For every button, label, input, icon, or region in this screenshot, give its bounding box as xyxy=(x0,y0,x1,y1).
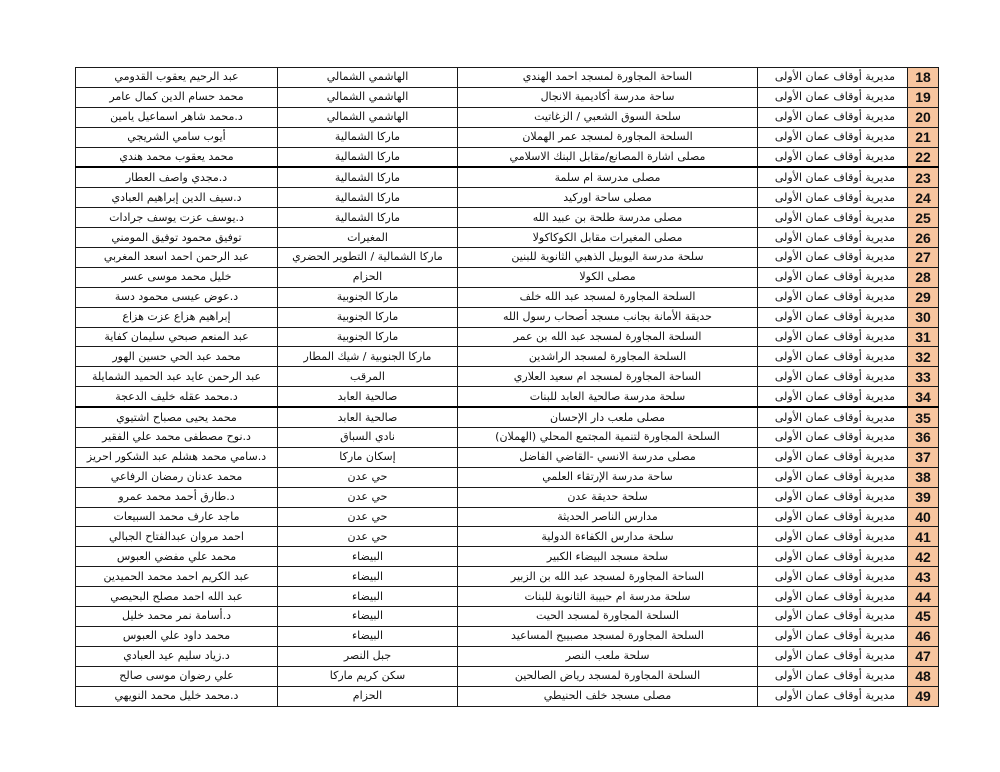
area-cell: ماركا الجنوبية xyxy=(278,287,458,307)
table-row xyxy=(76,646,939,666)
prayer-site-cell: السلحة المجاورة لمسجد الحيت xyxy=(458,607,758,627)
imam-name-cell: د.محمد شاهر اسماعيل يامين xyxy=(76,107,278,127)
row-number-cell: 21 xyxy=(908,127,939,147)
row-number-cell: 22 xyxy=(908,147,939,167)
table-body xyxy=(76,68,939,707)
imam-name-cell: د.زياد سليم عيد العبادي xyxy=(76,646,278,666)
prayer-site-cell: مصلى مدرسة الانسي -القاضي الفاضل xyxy=(458,447,758,467)
row-number-cell: 31 xyxy=(908,327,939,347)
area-cell: صالحية العابد xyxy=(278,387,458,407)
imam-name-cell: د.سامي محمد هشلم عبد الشكور احريز xyxy=(76,447,278,467)
row-number-cell: 41 xyxy=(908,527,939,547)
imam-name-cell: د.سيف الدين إبراهيم العبادي xyxy=(76,188,278,208)
imam-name-cell: د.نوح مصطفى محمد علي الفقير xyxy=(76,428,278,448)
area-cell: ماركا الشمالية xyxy=(278,147,458,167)
table-row xyxy=(76,87,939,107)
table-row xyxy=(76,267,939,287)
directorate-cell: مديرية أوقاف عمان الأولى xyxy=(758,107,908,127)
table-row xyxy=(76,387,939,407)
area-cell: المرقب xyxy=(278,367,458,387)
imam-name-cell: محمد يعقوب محمد هندي xyxy=(76,147,278,167)
area-cell: البيضاء xyxy=(278,587,458,607)
area-cell: حي عدن xyxy=(278,507,458,527)
table-row xyxy=(76,407,939,427)
imam-name-cell: إبراهيم هزاع عزت هزاع xyxy=(76,307,278,327)
area-cell: البيضاء xyxy=(278,567,458,587)
row-number-cell: 33 xyxy=(908,367,939,387)
table-row xyxy=(76,587,939,607)
area-cell: حي عدن xyxy=(278,467,458,487)
prayer-site-cell: السلحة المجاورة لمسجد رياض الصالحين xyxy=(458,666,758,686)
row-number-cell: 36 xyxy=(908,428,939,448)
row-number-cell: 28 xyxy=(908,267,939,287)
row-number-cell: 23 xyxy=(908,167,939,187)
directorate-cell: مديرية أوقاف عمان الأولى xyxy=(758,487,908,507)
imam-name-cell: توفيق محمود توفيق المومني xyxy=(76,228,278,248)
area-cell: نادي السباق xyxy=(278,428,458,448)
imam-name-cell: د.محمد خليل محمد النويهي xyxy=(76,686,278,706)
directorate-cell: مديرية أوقاف عمان الأولى xyxy=(758,327,908,347)
directorate-cell: مديرية أوقاف عمان الأولى xyxy=(758,407,908,427)
table-row xyxy=(76,607,939,627)
prayer-site-cell: الساحة المجاورة لمسجد ام سعيد العلاري xyxy=(458,367,758,387)
prayer-site-cell: السلحة المجاورة لمسجد عبد الله خلف xyxy=(458,287,758,307)
imam-name-cell: أيوب سامي الشريجي xyxy=(76,127,278,147)
imam-name-cell: محمد عدنان رمضان الرفاعي xyxy=(76,467,278,487)
table-row xyxy=(76,507,939,527)
table-row xyxy=(76,527,939,547)
prayer-site-cell: السلحة المجاورة لمسجد عمر الهملان xyxy=(458,127,758,147)
table-row xyxy=(76,487,939,507)
area-cell: البيضاء xyxy=(278,626,458,646)
row-number-cell: 47 xyxy=(908,646,939,666)
row-number-cell: 35 xyxy=(908,407,939,427)
area-cell: ماركا الشمالية xyxy=(278,188,458,208)
imam-name-cell: د.مجدي واصف العطار xyxy=(76,167,278,187)
table-row xyxy=(76,626,939,646)
table-row xyxy=(76,248,939,268)
prayer-sites-table xyxy=(75,67,939,707)
prayer-site-cell: مصلى مدرسة ام سلمة xyxy=(458,167,758,187)
area-cell: المغيرات xyxy=(278,228,458,248)
area-cell: الهاشمي الشمالي xyxy=(278,107,458,127)
row-number-cell: 26 xyxy=(908,228,939,248)
imam-name-cell: محمد يحيى مصباح اشتيوي xyxy=(76,407,278,427)
imam-name-cell: خليل محمد موسى عسر xyxy=(76,267,278,287)
directorate-cell: مديرية أوقاف عمان الأولى xyxy=(758,248,908,268)
directorate-cell: مديرية أوقاف عمان الأولى xyxy=(758,367,908,387)
table-row xyxy=(76,307,939,327)
row-number-cell: 48 xyxy=(908,666,939,686)
table-row xyxy=(76,686,939,706)
directorate-cell: مديرية أوقاف عمان الأولى xyxy=(758,567,908,587)
directorate-cell: مديرية أوقاف عمان الأولى xyxy=(758,507,908,527)
prayer-site-cell: السلحة المجاورة لمسجد عبد الله بن عمر xyxy=(458,327,758,347)
prayer-site-cell: ساحة مدرسة الإرتقاء العلمي xyxy=(458,467,758,487)
directorate-cell: مديرية أوقاف عمان الأولى xyxy=(758,686,908,706)
imam-name-cell: عبد الرحيم يعقوب القدومي xyxy=(76,68,278,88)
area-cell: ماركا الجنوبية xyxy=(278,307,458,327)
directorate-cell: مديرية أوقاف عمان الأولى xyxy=(758,127,908,147)
prayer-site-cell: سلحة السوق الشعبي / الزغاتيت xyxy=(458,107,758,127)
table-row xyxy=(76,147,939,167)
imam-name-cell: د.محمد عقله خليف الدعجة xyxy=(76,387,278,407)
area-cell: ماركا الشمالية xyxy=(278,208,458,228)
area-cell: ماركا الجنوبية / شيك المطار xyxy=(278,347,458,367)
imam-name-cell: د.عوض عيسى محمود دسة xyxy=(76,287,278,307)
table-row xyxy=(76,188,939,208)
directorate-cell: مديرية أوقاف عمان الأولى xyxy=(758,188,908,208)
prayer-site-cell: مصلى مدرسة طلحة بن عبيد الله xyxy=(458,208,758,228)
row-number-cell: 44 xyxy=(908,587,939,607)
table-row xyxy=(76,327,939,347)
area-cell: جبل النصر xyxy=(278,646,458,666)
directorate-cell: مديرية أوقاف عمان الأولى xyxy=(758,387,908,407)
area-cell: سكن كريم ماركا xyxy=(278,666,458,686)
imam-name-cell: عبد الكريم احمد محمد الحميدين xyxy=(76,567,278,587)
directorate-cell: مديرية أوقاف عمان الأولى xyxy=(758,228,908,248)
imam-name-cell: علي رضوان موسى صالح xyxy=(76,666,278,686)
row-number-cell: 43 xyxy=(908,567,939,587)
imam-name-cell: ماجد عارف محمد السبيعات xyxy=(76,507,278,527)
row-number-cell: 39 xyxy=(908,487,939,507)
table-row xyxy=(76,347,939,367)
row-number-cell: 45 xyxy=(908,607,939,627)
table-row xyxy=(76,666,939,686)
table-row xyxy=(76,68,939,88)
prayer-site-cell: مصلى اشارة المصانع/مقابل البنك الاسلامي xyxy=(458,147,758,167)
area-cell: ماركا الشمالية / التطوير الحضري xyxy=(278,248,458,268)
directorate-cell: مديرية أوقاف عمان الأولى xyxy=(758,666,908,686)
prayer-site-cell: حديقة الأمانة بجانب مسجد أصحاب رسول الله xyxy=(458,307,758,327)
area-cell: ماركا الشمالية xyxy=(278,167,458,187)
directorate-cell: مديرية أوقاف عمان الأولى xyxy=(758,287,908,307)
table-row xyxy=(76,167,939,187)
directorate-cell: مديرية أوقاف عمان الأولى xyxy=(758,208,908,228)
imam-name-cell: عبد الله احمد مصلح البحيصي xyxy=(76,587,278,607)
row-number-cell: 29 xyxy=(908,287,939,307)
row-number-cell: 25 xyxy=(908,208,939,228)
prayer-site-cell: الساحة المجاورة لمسجد احمد الهندي xyxy=(458,68,758,88)
table-row xyxy=(76,547,939,567)
row-number-cell: 49 xyxy=(908,686,939,706)
prayer-site-cell: مدارس الناصر الحديثة xyxy=(458,507,758,527)
prayer-site-cell: الساحة المجاورة لمسجد عبد الله بن الزبير xyxy=(458,567,758,587)
area-cell: الحزام xyxy=(278,267,458,287)
area-cell: الحزام xyxy=(278,686,458,706)
prayer-site-cell: السلحة المجاورة لمسجد مصبيبح المساعيد xyxy=(458,626,758,646)
directorate-cell: مديرية أوقاف عمان الأولى xyxy=(758,447,908,467)
directorate-cell: مديرية أوقاف عمان الأولى xyxy=(758,167,908,187)
directorate-cell: مديرية أوقاف عمان الأولى xyxy=(758,307,908,327)
row-number-cell: 42 xyxy=(908,547,939,567)
table-row xyxy=(76,287,939,307)
area-cell: حي عدن xyxy=(278,487,458,507)
directorate-cell: مديرية أوقاف عمان الأولى xyxy=(758,626,908,646)
prayer-site-cell: مصلى مسجد خلف الحنيطي xyxy=(458,686,758,706)
table-row xyxy=(76,467,939,487)
directorate-cell: مديرية أوقاف عمان الأولى xyxy=(758,68,908,88)
prayer-site-cell: سلحة مدرسة اليوبيل الذهبي الثانوية للبنين xyxy=(458,248,758,268)
imam-name-cell: احمد مروان عبدالفتاح الجبالي xyxy=(76,527,278,547)
imam-name-cell: محمد حسام الدين كمال عامر xyxy=(76,87,278,107)
row-number-cell: 18 xyxy=(908,68,939,88)
table-row xyxy=(76,127,939,147)
table-row xyxy=(76,367,939,387)
imam-name-cell: محمد عبد الحي حسين الهور xyxy=(76,347,278,367)
directorate-cell: مديرية أوقاف عمان الأولى xyxy=(758,527,908,547)
directorate-cell: مديرية أوقاف عمان الأولى xyxy=(758,607,908,627)
table-row xyxy=(76,428,939,448)
directorate-cell: مديرية أوقاف عمان الأولى xyxy=(758,587,908,607)
prayer-site-cell: مصلى ملعب دار الإحسان xyxy=(458,407,758,427)
prayer-site-cell: السلحة المجاورة لتنمية المجتمع المحلي (الهملان) xyxy=(458,428,758,448)
prayer-site-cell: سلحة مدرسة ام حبيبة الثانوية للبنات xyxy=(458,587,758,607)
row-number-cell: 32 xyxy=(908,347,939,367)
imam-name-cell: د.طارق أحمد محمد عمرو xyxy=(76,487,278,507)
prayer-site-cell: سلحة مدارس الكفاءة الدولية xyxy=(458,527,758,547)
row-number-cell: 19 xyxy=(908,87,939,107)
imam-name-cell: عبد الرحمن عايد عبد الحميد الشمايلة xyxy=(76,367,278,387)
area-cell: ماركا الجنوبية xyxy=(278,327,458,347)
area-cell: صالحية العابد xyxy=(278,407,458,427)
prayer-site-cell: سلحة حديقة عدن xyxy=(458,487,758,507)
prayer-site-cell: مصلى المغيرات مقابل الكوكاكولا xyxy=(458,228,758,248)
row-number-cell: 38 xyxy=(908,467,939,487)
directorate-cell: مديرية أوقاف عمان الأولى xyxy=(758,646,908,666)
table-row xyxy=(76,208,939,228)
table-row xyxy=(76,228,939,248)
directorate-cell: مديرية أوقاف عمان الأولى xyxy=(758,87,908,107)
prayer-site-cell: ساحة مدرسة أكاديمية الانجال xyxy=(458,87,758,107)
directorate-cell: مديرية أوقاف عمان الأولى xyxy=(758,467,908,487)
area-cell: حي عدن xyxy=(278,527,458,547)
prayer-site-cell: السلحة المجاورة لمسجد الراشدين xyxy=(458,347,758,367)
row-number-cell: 40 xyxy=(908,507,939,527)
directorate-cell: مديرية أوقاف عمان الأولى xyxy=(758,547,908,567)
area-cell: البيضاء xyxy=(278,607,458,627)
row-number-cell: 37 xyxy=(908,447,939,467)
row-number-cell: 46 xyxy=(908,626,939,646)
directorate-cell: مديرية أوقاف عمان الأولى xyxy=(758,347,908,367)
imam-name-cell: محمد داود علي العبوس xyxy=(76,626,278,646)
prayer-site-cell: سلحة مسجد البيضاء الكبير xyxy=(458,547,758,567)
area-cell: ماركا الشمالية xyxy=(278,127,458,147)
area-cell: البيضاء xyxy=(278,547,458,567)
row-number-cell: 30 xyxy=(908,307,939,327)
directorate-cell: مديرية أوقاف عمان الأولى xyxy=(758,428,908,448)
area-cell: الهاشمي الشمالي xyxy=(278,68,458,88)
prayer-site-cell: سلحة ملعب النصر xyxy=(458,646,758,666)
table-row xyxy=(76,107,939,127)
row-number-cell: 24 xyxy=(908,188,939,208)
table-row xyxy=(76,567,939,587)
document-page xyxy=(75,67,935,707)
area-cell: الهاشمي الشمالي xyxy=(278,87,458,107)
directorate-cell: مديرية أوقاف عمان الأولى xyxy=(758,267,908,287)
imam-name-cell: عبد الرحمن احمد اسعد المغربي xyxy=(76,248,278,268)
prayer-site-cell: سلحة مدرسة صالحية العابد للبنات xyxy=(458,387,758,407)
row-number-cell: 34 xyxy=(908,387,939,407)
imam-name-cell: د.أسامة نمر محمد خليل xyxy=(76,607,278,627)
directorate-cell: مديرية أوقاف عمان الأولى xyxy=(758,147,908,167)
table-row xyxy=(76,447,939,467)
row-number-cell: 27 xyxy=(908,248,939,268)
imam-name-cell: محمد علي مفضي العبوس xyxy=(76,547,278,567)
row-number-cell: 20 xyxy=(908,107,939,127)
imam-name-cell: عبد المنعم صبحي سليمان كفاية xyxy=(76,327,278,347)
imam-name-cell: د.يوسف عزت يوسف جرادات xyxy=(76,208,278,228)
prayer-site-cell: مصلى ساحة اوركيد xyxy=(458,188,758,208)
area-cell: إسكان ماركا xyxy=(278,447,458,467)
prayer-site-cell: مصلى الكولا xyxy=(458,267,758,287)
